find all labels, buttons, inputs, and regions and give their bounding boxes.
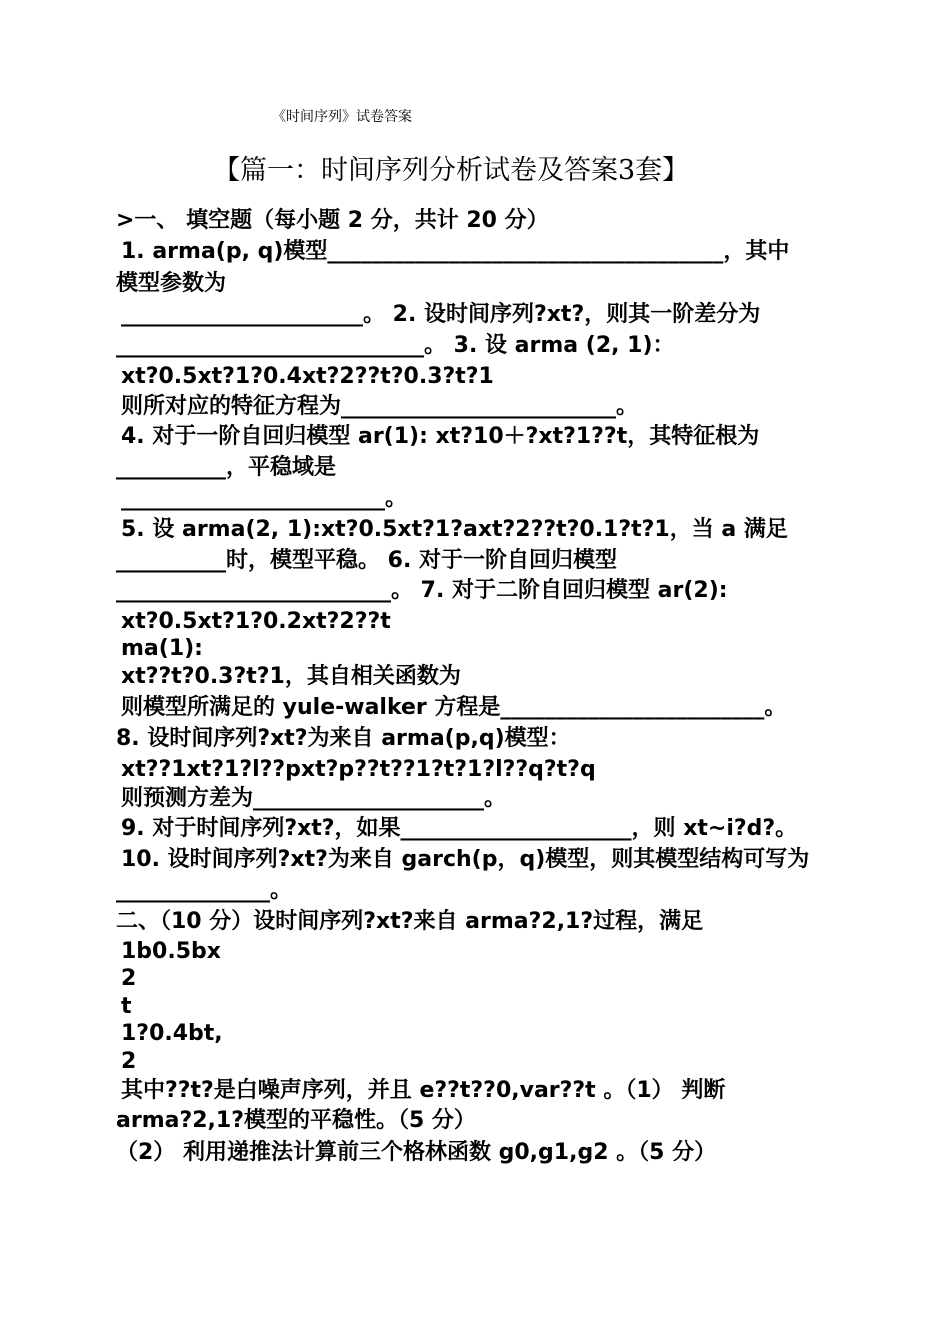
- question-line: 4. 对于一阶自回归模型 ar(1): xt?10＋?xt?1??t，其特征根为: [121, 424, 760, 449]
- question-line: __________，平稳域是: [116, 455, 337, 480]
- question-line: （2） 利用递推法计算前三个格林函数 g0,g1,g2 。（5 分）: [116, 1140, 717, 1165]
- question-line: 1. arma(p, q)模型____________________________________，其中: [121, 239, 790, 264]
- question-line: ____________________________。 3. 设 arma (2, 1)：: [116, 333, 675, 358]
- question-line: 9. 对于时间序列?xt?，如果_____________________，则 xt~i?d?。: [121, 816, 798, 841]
- formula-line: xt?0.5xt?1?0.4xt?2??t?0.3?t?1: [121, 364, 494, 389]
- formula-line: 1?0.4bt,: [121, 1021, 223, 1046]
- question-line: 模型参数为: [116, 271, 227, 296]
- question-line: arma?2,1?模型的平稳性。（5 分）: [116, 1108, 476, 1133]
- formula-line: ma(1):: [121, 636, 203, 661]
- question-line: __________时，模型平稳。 6. 对于一阶自回归模型: [116, 548, 617, 573]
- question-line: 其中??t?是白噪声序列，并且 e??t??0,var??t 。（1） 判断: [121, 1078, 726, 1103]
- question-line: ______________。: [116, 878, 293, 903]
- document-header: 《时间序列》试卷答案: [272, 109, 412, 125]
- question-line: 10. 设时间序列?xt?为来自 garch(p，q)模型，则其模型结构可写为: [121, 847, 810, 872]
- question-line: _________________________。 7. 对于二阶自回归模型 ar(2):: [116, 578, 728, 603]
- question-line: 8. 设时间序列?xt?为来自 arma(p,q)模型：: [116, 726, 571, 751]
- section-two-heading: 二、（10 分）设时间序列?xt?来自 arma?2,1?过程，满足: [116, 909, 704, 934]
- formula-line: xt??1xt?1?l??pxt?p??t??1?t?1?l??q?t?q: [121, 757, 596, 782]
- formula-line: 1b0.5bx: [121, 939, 221, 964]
- question-line: 则预测方差为_____________________。: [121, 786, 507, 811]
- page-title: 【篇一：时间序列分析试卷及答案3套】: [213, 155, 690, 186]
- formula-line: t: [121, 994, 132, 1019]
- question-line: ________________________。: [121, 486, 408, 511]
- formula-line: 2: [121, 1049, 137, 1074]
- question-line: 则模型所满足的 yule-walker 方程是________________________。: [121, 695, 787, 720]
- question-line: 5. 设 arma(2, 1):xt?0.5xt?1?axt?2??t?0.1?t?1，当 a 满足: [121, 517, 788, 542]
- formula-line: xt??t?0.3?t?1，其自相关函数为: [121, 664, 461, 689]
- question-line: ______________________。 2. 设时间序列?xt?，则其一阶差分为: [121, 302, 761, 327]
- question-line: 则所对应的特征方程为_________________________。: [121, 394, 639, 419]
- formula-line: 2: [121, 966, 137, 991]
- section-one-heading: >一、 填空题（每小题 2 分，共计 20 分）: [116, 208, 549, 233]
- formula-line: xt?0.5xt?1?0.2xt?2??t: [121, 609, 391, 634]
